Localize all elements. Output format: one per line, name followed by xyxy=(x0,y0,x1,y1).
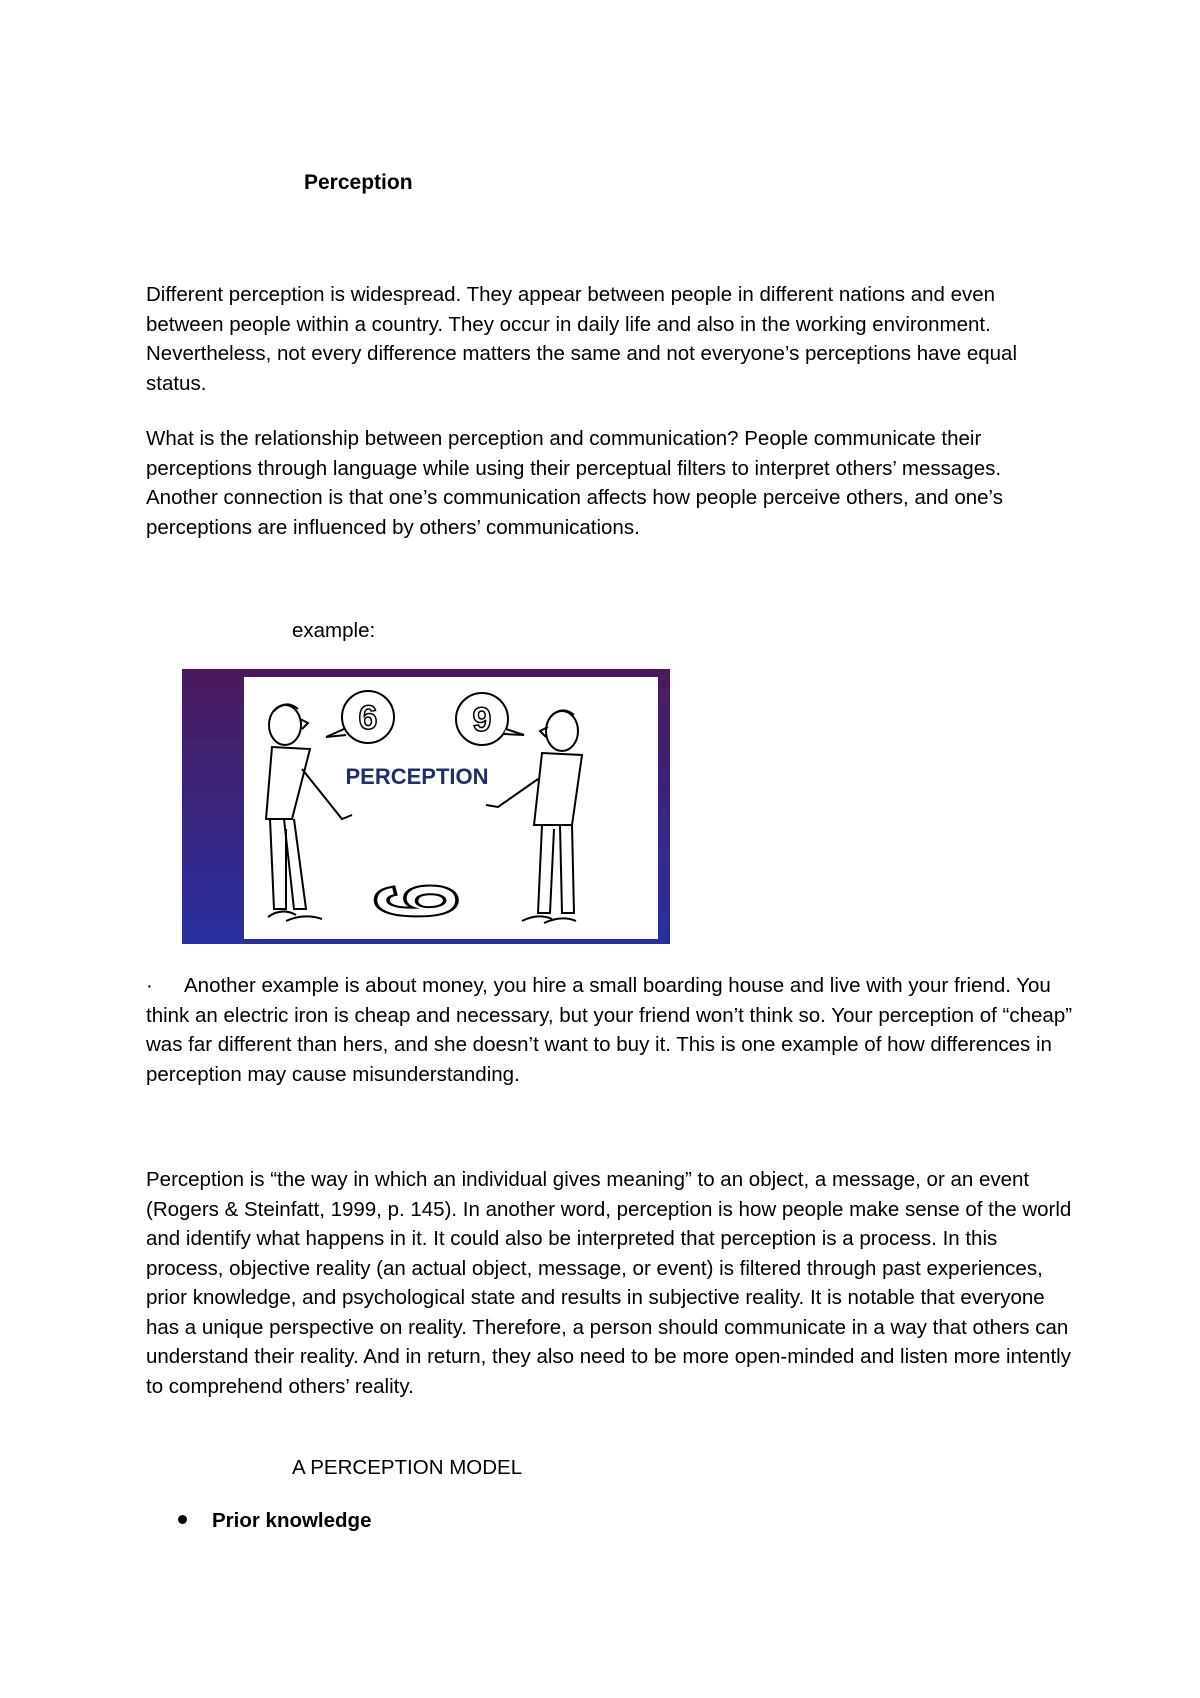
illustration-caption: PERCEPTION xyxy=(345,764,489,789)
paragraph-money-example xyxy=(146,971,1076,1089)
bullet-icon xyxy=(178,1515,187,1524)
paragraph-definition: Perception is “the way in which an individual gives meaning” to an object, a message, or an event (Rogers & Steinfatt, 1999, p. 145). In another word, perception is how people make sense of the world and identify what happens in it. It could also be interpreted that perception is a process. In this process, objective reality (an actual object, message, or event) is filtered through past experiences, prior knowledge, and psychological state and results in subjective reality. It is notable that everyone has a unique perspective on reality. Therefore, a person should communicate in a way that others can understand their reality. And in return, they also need to be more open-minded and listen more intently to comprehend others’ reality. xyxy=(146,1168,1072,1398)
paragraph-intro: Different perception is widespread. They appear between people in different nations and even between people within a country. They occur in daily life and also in the working environment. Nevertheless, not every difference matters the same and not everyone’s perceptions have equal status. xyxy=(146,283,1017,395)
right-bubble-digit: 9 xyxy=(472,701,492,739)
svg-text:6: 6 xyxy=(351,883,481,919)
list-item xyxy=(178,1509,371,1533)
left-bubble-digit: 6 xyxy=(358,699,378,737)
section-heading: A PERCEPTION MODEL xyxy=(292,1456,523,1479)
paragraph-relationship: What is the relationship between perception and communication? People communicate their perceptions through language while using their perceptual filters to interpret others’ messages. Another connection is that one’s communication affects how people perceive others, and one’s perceptions are influenced by others’ communications. xyxy=(146,427,1003,539)
perception-illustration xyxy=(182,669,670,944)
example-label: example: xyxy=(292,619,376,642)
floor-digit-shape xyxy=(352,883,481,919)
list-item-label: Prior knowledge xyxy=(212,1509,372,1532)
document-title: Perception xyxy=(304,171,413,194)
money-example-text: Another example is about money, you hire a small boarding house and live with your friend. You think an electric iron is cheap and necessary, but your friend won’t think so. Your perception of “cheap” was far different than hers, and she doesn’t want to buy it. This is one example of how differences in perception may cause misunderstanding. xyxy=(146,974,1073,1086)
bullet-marker: · xyxy=(146,974,153,997)
